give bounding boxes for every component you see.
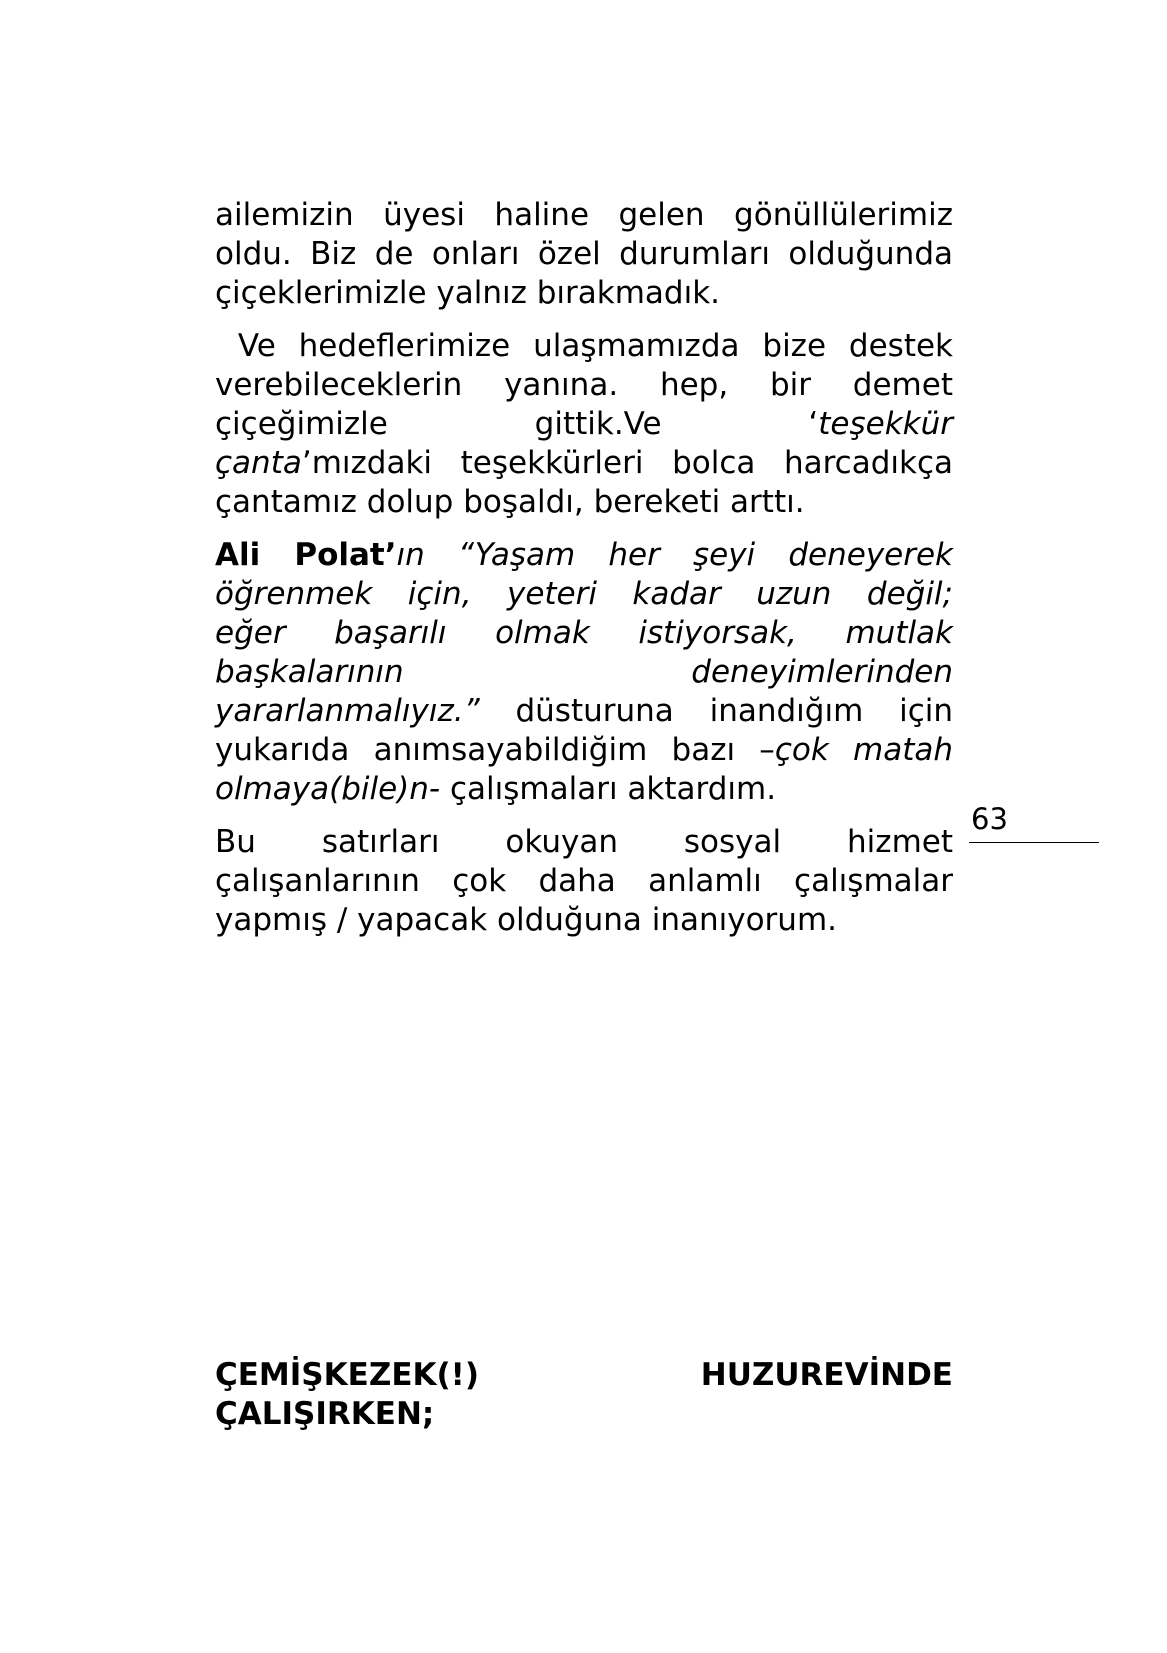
body-text [215, 196, 953, 954]
italic-segment: çanta [215, 445, 302, 481]
text-line: oldu. Biz de onları özel durumları olduğunda [215, 236, 953, 272]
text-line: çantamız dolup boşaldı, bereketi arttı. [215, 484, 805, 520]
quote-segment: ın “Yaşam her şeyi deneyerek [396, 537, 954, 573]
italic-segment: çok matah [774, 732, 953, 768]
text-segment: yukarıda anımsayabildiğim bazı – [215, 732, 775, 768]
paragraph-1 [215, 196, 953, 313]
text-line [215, 614, 953, 653]
text-segment: çiçeğimizle gittik.Ve ‘ [215, 406, 819, 442]
text-line [215, 731, 953, 770]
text-line [215, 536, 953, 575]
text-line: Ve hedeflerimize ulaşmamızda bize destek [215, 328, 953, 364]
italic-segment: teşekkür [818, 406, 953, 442]
quote-segment: başkalarının deneyimlerinden [215, 654, 953, 690]
heading-line: ÇEMİŞKEZEK(!) HUZUREVİNDE [215, 1357, 953, 1393]
text-line: Bu satırları okuyan sosyal hizmet [215, 824, 953, 860]
text-segment: ’mızdaki teşekkürleri bolca harcadıkça [301, 445, 953, 481]
text-line: ailemizin üyesi haline gelen gönüllülerimiz [215, 197, 953, 233]
paragraph-3 [215, 536, 953, 809]
quote-segment: öğrenmek için, yeteri kadar uzun değil; [215, 576, 953, 612]
text-line: çalışanlarının çok daha anlamlı çalışmalar [215, 863, 953, 899]
section-heading [215, 1356, 953, 1434]
text-segment: çalışmaları aktardım. [440, 771, 777, 807]
text-line: verebileceklerin yanına. hep, bir demet [215, 367, 953, 403]
page-number-rule [969, 842, 1099, 843]
text-line [215, 575, 953, 614]
text-segment: düsturuna inandığım için [479, 693, 953, 729]
author-name: Ali Polat’ [215, 537, 397, 573]
text-line: yapmış / yapacak olduğuna inanıyorum. [215, 902, 837, 938]
quote-segment: eğer başarılı olmak istiyorsak, mutlak [215, 615, 953, 651]
text-line [215, 405, 953, 444]
text-line: çiçeklerimizle yalnız bırakmadık. [215, 275, 721, 311]
quote-segment: yararlanmalıyız.” [215, 693, 480, 729]
paragraph-2 [215, 327, 953, 522]
text-line [215, 444, 953, 483]
page-number: 63 [971, 802, 1008, 836]
text-line [215, 692, 953, 731]
paragraph-4 [215, 823, 953, 940]
text-line [215, 770, 953, 809]
heading-line: ÇALIŞIRKEN; [215, 1396, 435, 1432]
text-line [215, 653, 953, 692]
italic-segment: olmaya(bile)n- [215, 771, 441, 807]
